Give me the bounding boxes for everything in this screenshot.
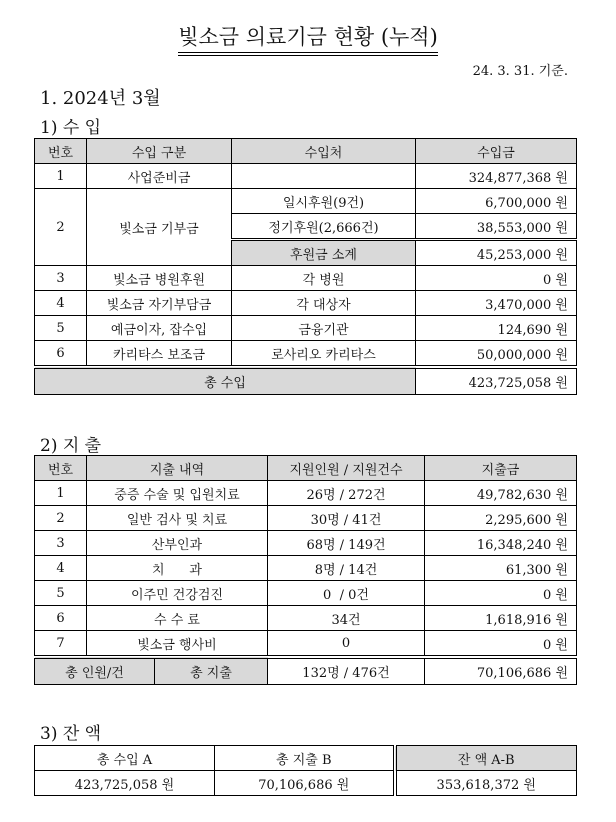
col-amount: 지출금: [425, 456, 577, 481]
row-amount: 0 원: [425, 631, 577, 658]
row-amount: 324,877,368 원: [416, 164, 577, 189]
balance-values-row: [35, 771, 577, 796]
row-amount: 38,553,000 원: [416, 214, 577, 240]
table-row: [35, 164, 577, 189]
row-no: 3: [35, 266, 87, 291]
income-header-row: [35, 139, 577, 164]
balance-value: 353,618,372 원: [395, 771, 577, 796]
table-row: [35, 481, 577, 506]
row-source: 각 대상자: [232, 291, 416, 316]
row-item: 중증 수술 및 입원치료: [87, 481, 268, 506]
row-category: 사업준비금: [87, 164, 232, 189]
row-amount: 49,782,630 원: [425, 481, 577, 506]
income-total-amount: 423,725,058 원: [416, 367, 577, 395]
row-no: 2: [35, 506, 87, 531]
row-amount: 16,348,240 원: [425, 531, 577, 556]
row-no: 6: [35, 341, 87, 368]
table-row: [35, 631, 577, 658]
period-heading: 1. 2024년 3월: [40, 88, 161, 109]
row-category: 예금이자, 잡수입: [87, 316, 232, 341]
row-category: 카리타스 보조금: [87, 341, 232, 368]
row-source: 로사리오 카리타스: [232, 341, 416, 368]
row-item: 수 수 료: [87, 606, 268, 631]
row-count: 26명 / 272건: [268, 481, 425, 506]
row-item: 이주민 건강검진: [87, 581, 268, 606]
row-item: 치 과: [87, 556, 268, 581]
row-amount: 1,618,916 원: [425, 606, 577, 631]
balance-header-row: [35, 746, 577, 771]
expense-total-row: [35, 657, 577, 685]
income-heading: 1) 수 입: [40, 118, 102, 138]
row-source: [232, 164, 416, 189]
expense-header-row: [35, 456, 577, 481]
row-amount: 2,295,600 원: [425, 506, 577, 531]
row-count: 34건: [268, 606, 425, 631]
row-count: 8명 / 14건: [268, 556, 425, 581]
total-people-label: 총 인원/건: [35, 657, 155, 685]
row-count: 0 / 0건: [268, 581, 425, 606]
document-title: 빛소금 의료기금 현황 (누적): [0, 24, 616, 56]
col-total-expense: 총 지출 B: [215, 746, 395, 771]
expense-heading: 2) 지 출: [40, 436, 102, 456]
row-no: 4: [35, 291, 87, 316]
subtotal-amount: 45,253,000 원: [416, 240, 577, 266]
row-amount: 0 원: [416, 266, 577, 291]
expense-total-label: 총 지출: [155, 657, 268, 685]
row-source: 정기후원(2,666건): [232, 214, 416, 240]
table-row: [35, 606, 577, 631]
row-no: 3: [35, 531, 87, 556]
row-count: 30명 / 41건: [268, 506, 425, 531]
row-no: 7: [35, 631, 87, 658]
col-category: 수입 구분: [87, 139, 232, 164]
table-row: [35, 556, 577, 581]
row-amount: 124,690 원: [416, 316, 577, 341]
row-category: 빛소금 자기부담금: [87, 291, 232, 316]
row-amount: 61,300 원: [425, 556, 577, 581]
col-count: 지원인원 / 지원건수: [268, 456, 425, 481]
row-no: 1: [35, 481, 87, 506]
balance-heading: 3) 잔 액: [40, 724, 102, 744]
row-item: 산부인과: [87, 531, 268, 556]
col-no: 번호: [35, 456, 87, 481]
row-count: 0: [268, 631, 425, 658]
row-no: 1: [35, 164, 87, 189]
row-amount: 6,700,000 원: [416, 189, 577, 214]
row-no: 6: [35, 606, 87, 631]
row-category: 빛소금 병원후원: [87, 266, 232, 291]
expense-total-amount: 70,106,686 원: [425, 657, 577, 685]
row-amount: 50,000,000 원: [416, 341, 577, 368]
row-no: 5: [35, 581, 87, 606]
col-balance: 잔 액 A-B: [395, 746, 577, 771]
income-table: [34, 138, 577, 395]
row-category: 빛소금 기부금: [87, 189, 232, 266]
col-source: 수입처: [232, 139, 416, 164]
col-total-income: 총 수입 A: [35, 746, 215, 771]
row-source: 각 병원: [232, 266, 416, 291]
row-amount: 3,470,000 원: [416, 291, 577, 316]
row-source: 금융기관: [232, 316, 416, 341]
table-row: [35, 506, 577, 531]
expense-total-count: 132명 / 476건: [268, 657, 425, 685]
total-income-value: 423,725,058 원: [35, 771, 215, 796]
total-expense-value: 70,106,686 원: [215, 771, 395, 796]
row-source: 일시후원(9건): [232, 189, 416, 214]
table-row: [35, 341, 577, 368]
table-row: [35, 316, 577, 341]
col-item: 지출 내역: [87, 456, 268, 481]
income-total-row: [35, 367, 577, 395]
col-amount: 수입금: [416, 139, 577, 164]
balance-table: [34, 745, 577, 796]
row-item: 빛소금 행사비: [87, 631, 268, 658]
row-no: 4: [35, 556, 87, 581]
basis-date: 24. 3. 31. 기준.: [472, 64, 568, 79]
income-total-label: 총 수입: [35, 367, 416, 395]
row-no: 5: [35, 316, 87, 341]
table-row: [35, 531, 577, 556]
table-row: [35, 189, 577, 214]
row-amount: 0 원: [425, 581, 577, 606]
table-row: [35, 291, 577, 316]
table-row: [35, 266, 577, 291]
table-row: [35, 581, 577, 606]
row-no: 2: [35, 189, 87, 266]
row-count: 68명 / 149건: [268, 531, 425, 556]
col-no: 번호: [35, 139, 87, 164]
row-item: 일반 검사 및 치료: [87, 506, 268, 531]
expense-table: [34, 455, 577, 685]
subtotal-label: 후원금 소계: [232, 240, 416, 266]
